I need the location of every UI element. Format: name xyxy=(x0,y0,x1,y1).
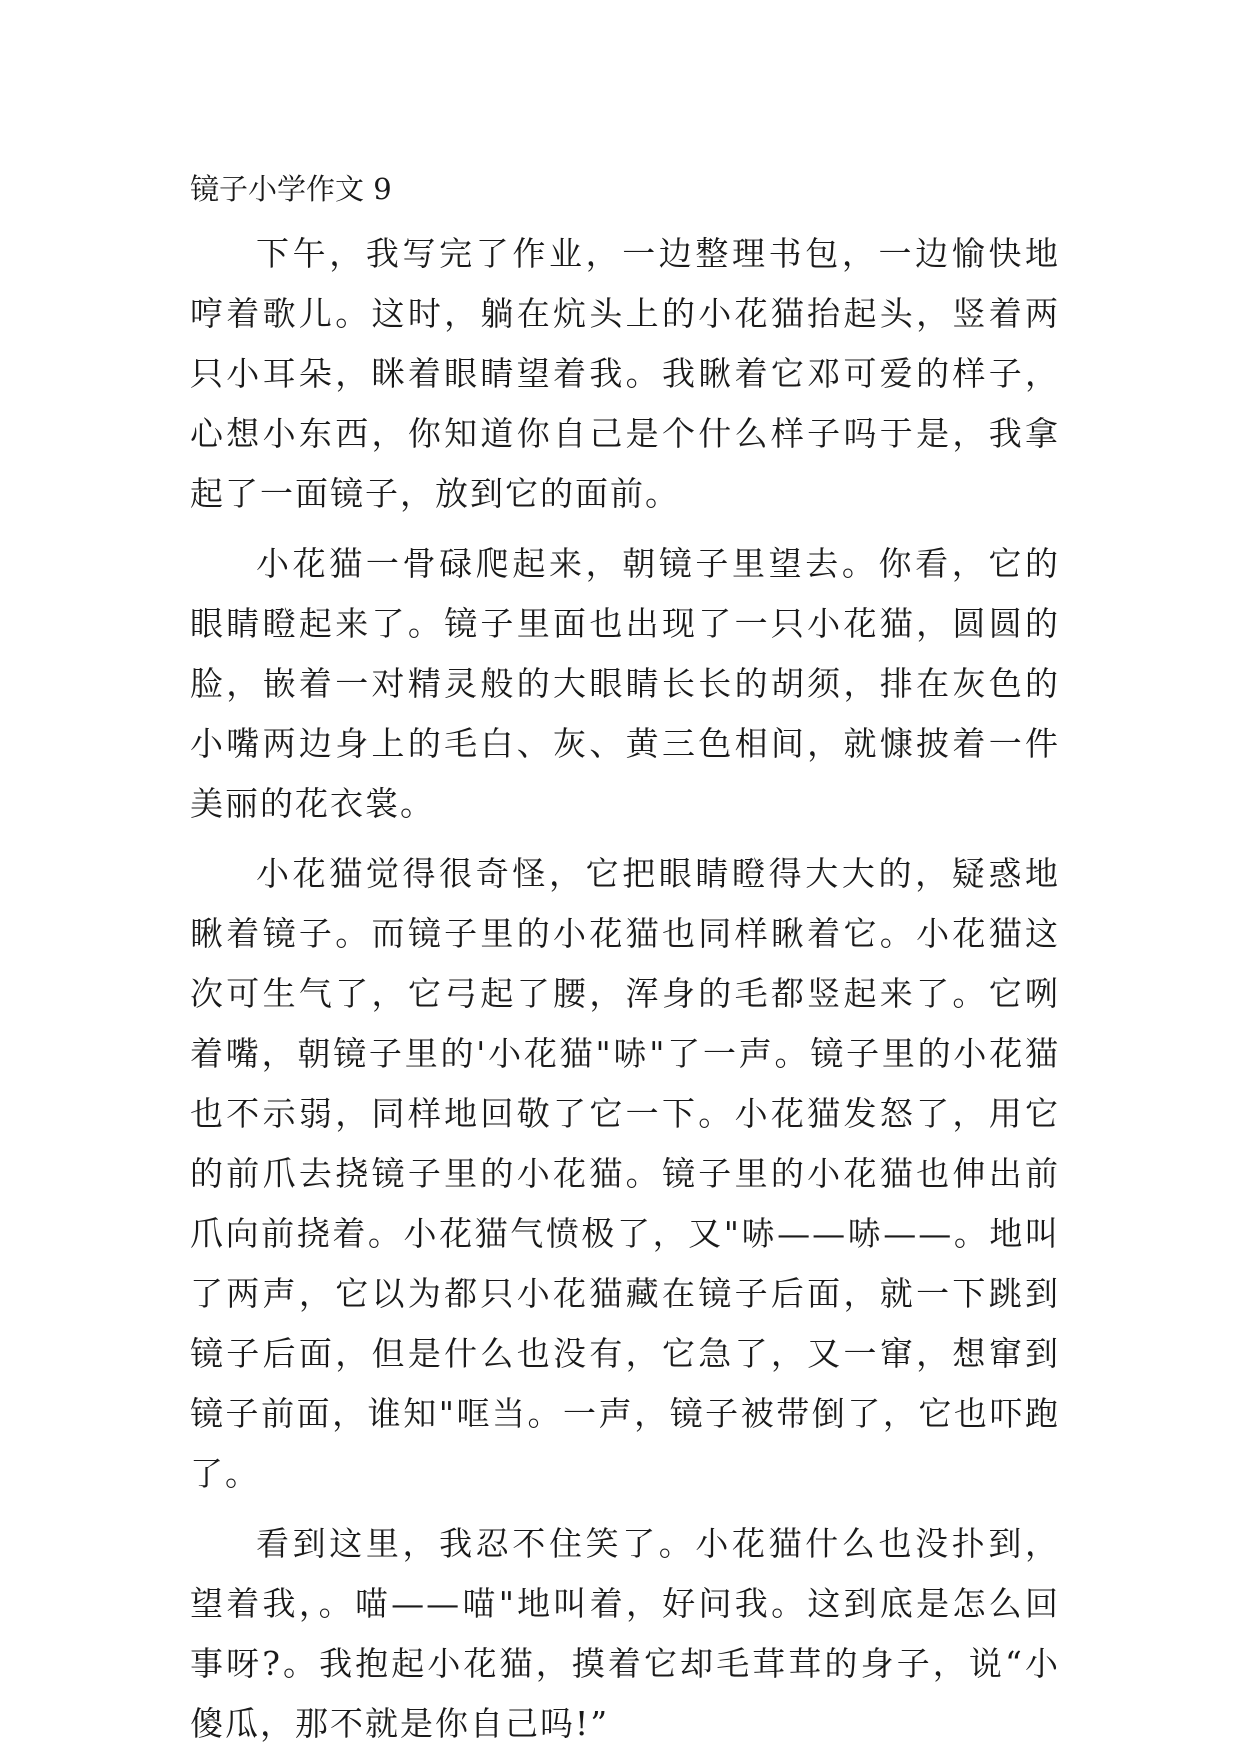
paragraph-1: 下午，我写完了作业，一边整理书包，一边愉快地哼着歌儿。这时，躺在炕头上的小花猫抬起头，竖着两只小耳朵，眯着眼睛望着我。我瞅着它邓可爱的样子，心想小东西，你知道你自己是个什么样子吗于是，我拿起了一面镜子，放到它的面前。 xyxy=(190,234,1060,513)
paragraph-3: 小花猫觉得很奇怪，它把眼睛瞪得大大的，疑惑地瞅着镜子。而镜子里的小花猫也同样瞅着它。小花猫这次可生气了，它弓起了腰，浑身的毛都竖起来了。它咧着嘴，朝镜子里的'小花猫"哧"了一声。镜子里的小花猫也不示弱，同样地回敬了它一下。小花猫发怒了，用它的前爪去挠镜子里的小花猫。镜子里的小花猫也伸出前爪向前挠着。小花猫气愤极了，又"哧——哧——。地叫了两声，它以为都只小花猫藏在镜子后面，就一下跳到镜子后面，但是什么也没有，它急了，又一窜，想窜到镜子前面，谁知"哐当。一声，镜子被带倒了，它也吓跑了。 xyxy=(190,854,1060,1493)
document-body xyxy=(190,160,1060,1764)
paragraph-4: 看到这里，我忍不住笑了。小花猫什么也没扑到，望着我，。喵——喵"地叫着，好问我。这到底是怎么回事呀?。我抱起小花猫，摸着它却毛茸茸的身子，说“小傻瓜，那不就是你自己吗!” xyxy=(190,1524,1060,1743)
paragraph-2: 小花猫一骨碌爬起来，朝镜子里望去。你看，它的眼睛瞪起来了。镜子里面也出现了一只小花猫，圆圆的脸，嵌着一对精灵般的大眼睛长长的胡须，排在灰色的小嘴两边身上的毛白、灰、黄三色相间，就慷披着一件美丽的花衣裳。 xyxy=(190,544,1060,823)
document-title: 镜子小学作文 9 xyxy=(190,172,392,206)
